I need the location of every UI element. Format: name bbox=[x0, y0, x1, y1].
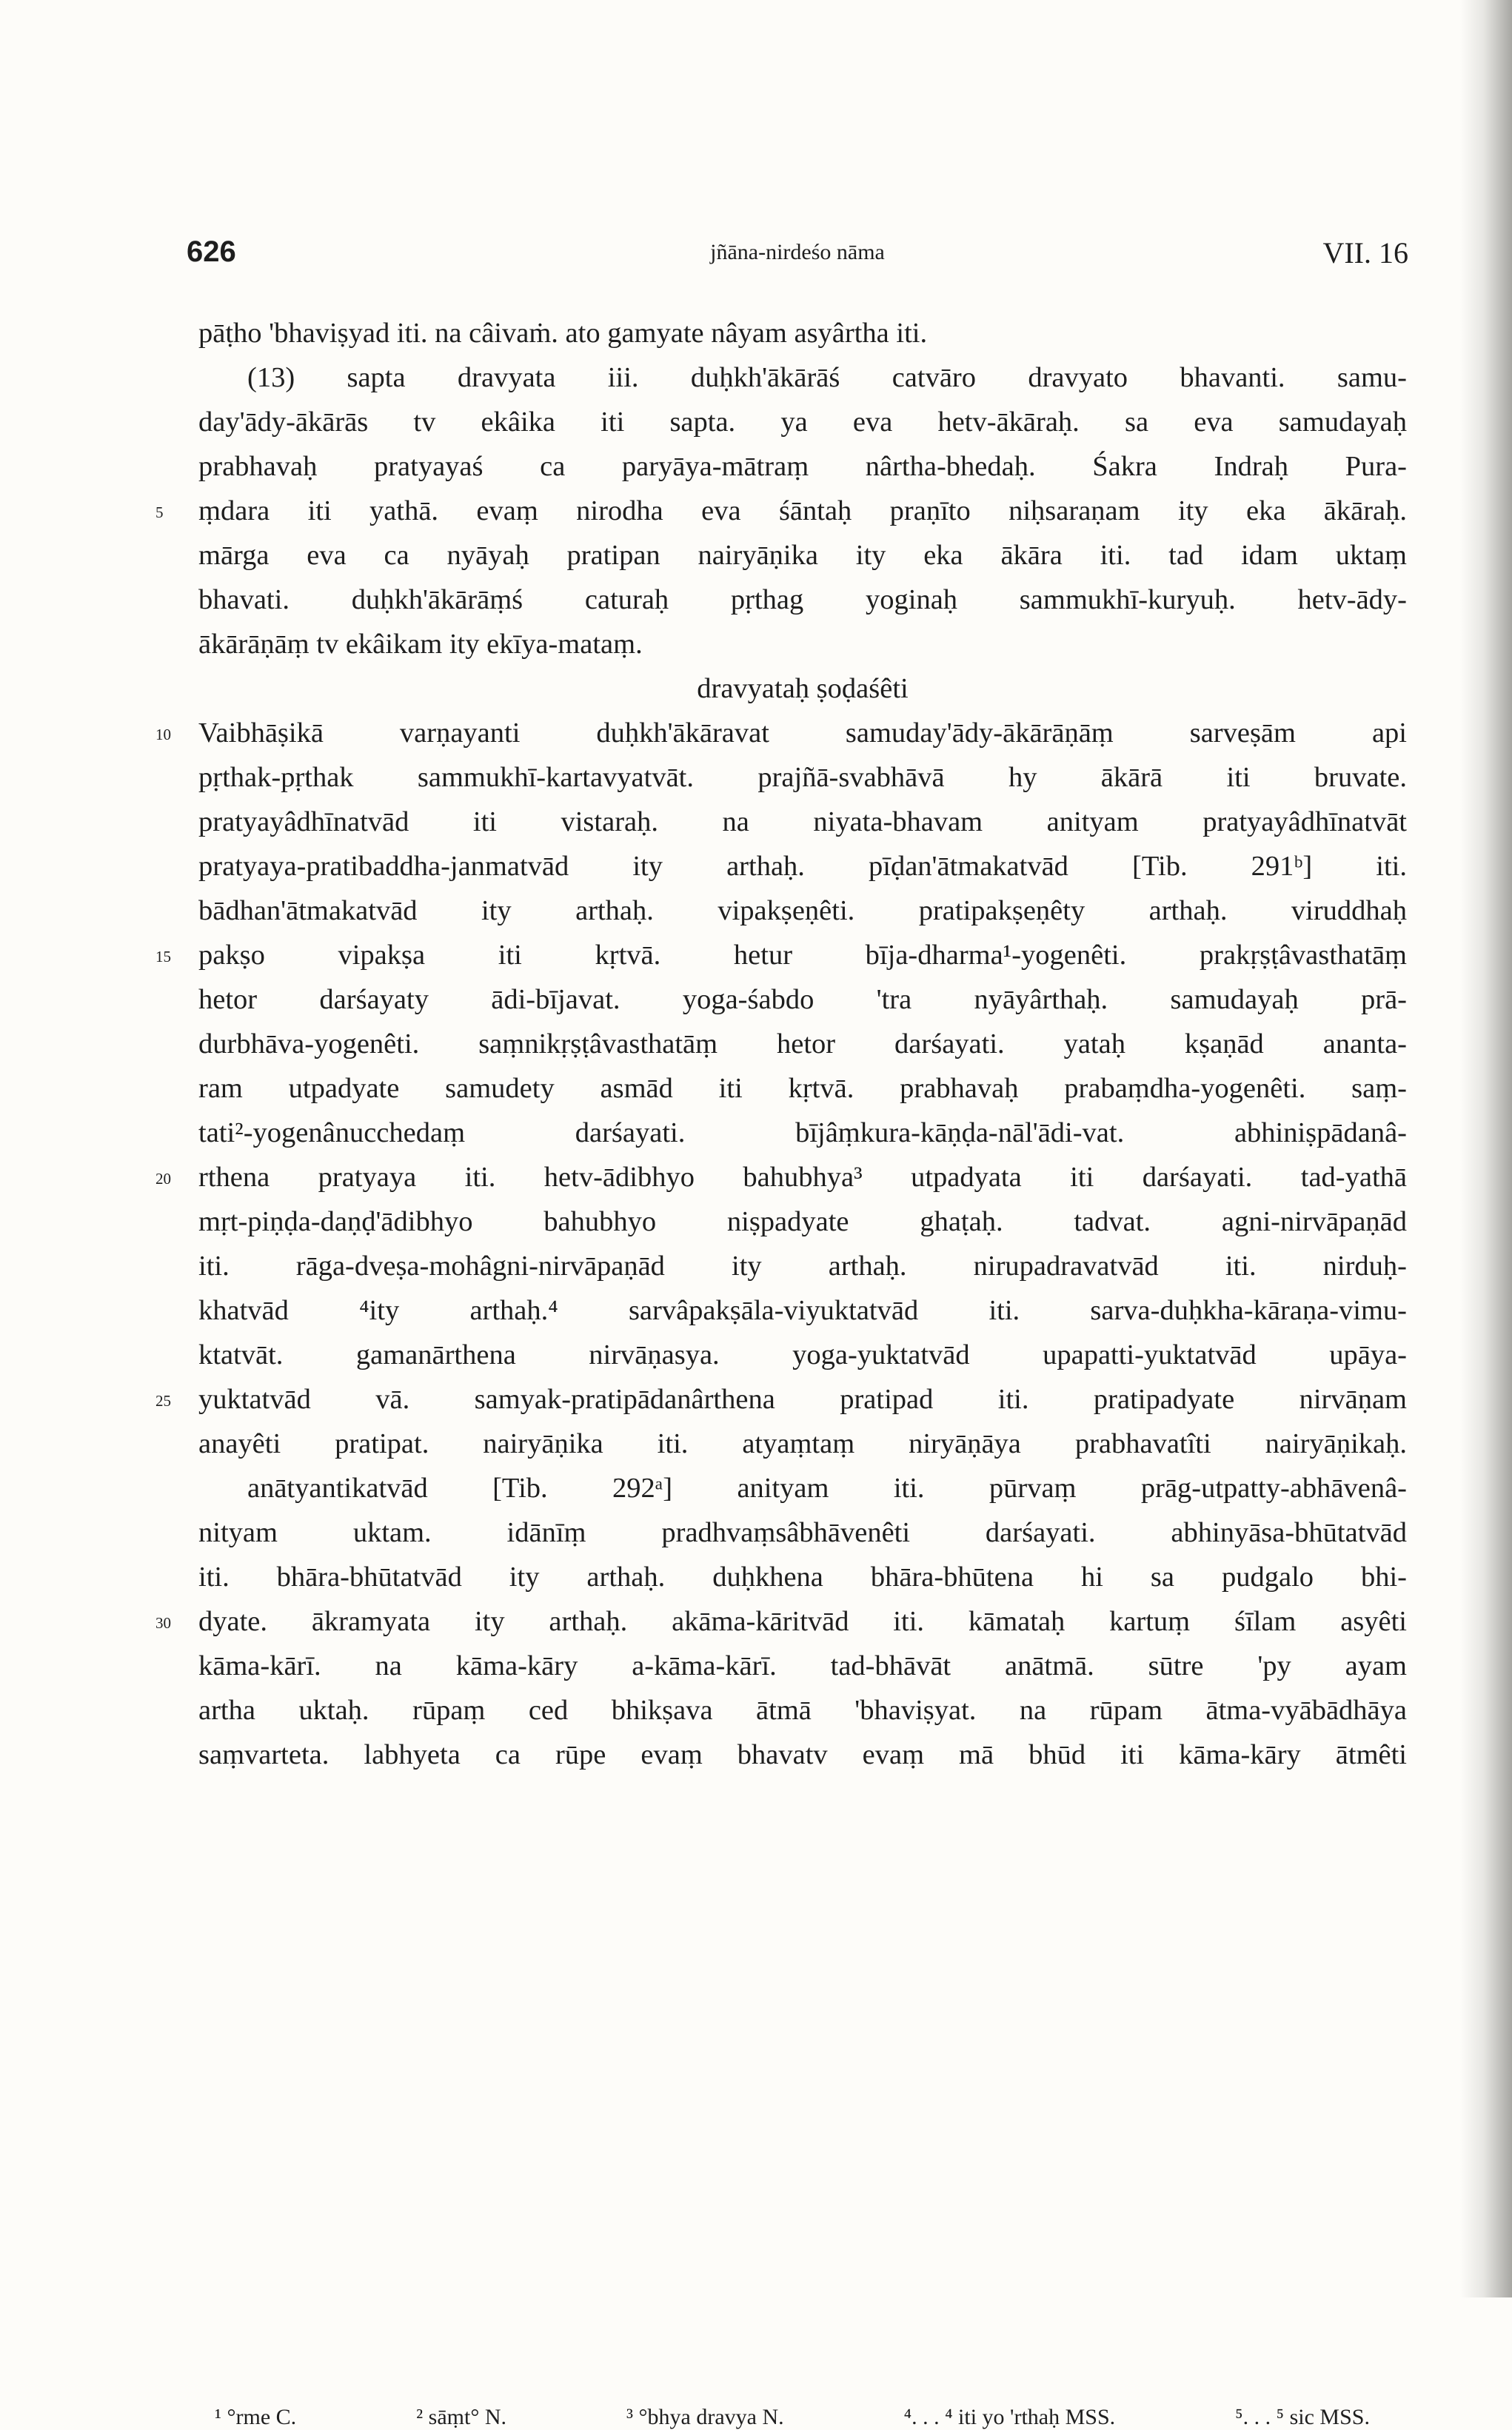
text-line bbox=[155, 1599, 1407, 1644]
main-text bbox=[155, 311, 1407, 1777]
line-text: pṛthak-pṛthak sammukhī-kartavyatvāt. prajñā-svabhāvā hy ākārā iti bruvate. bbox=[198, 762, 1407, 793]
line-text: tati²-yogenânucchedaṃ darśayati. bījâṃkura-kāṇḍa-nāl'ādi-vat. abhiniṣpādanâ- bbox=[198, 1117, 1407, 1148]
line-number: 10 bbox=[155, 726, 171, 743]
line-text: khatvād ⁴ity arthaḥ.⁴ sarvâpakṣāla-viyuktatvād iti. sarva-duḥkha-kāraṇa-vimu- bbox=[198, 1295, 1407, 1326]
text-line bbox=[155, 1377, 1407, 1422]
text-line bbox=[198, 311, 1407, 355]
line-text: anātyantikatvād [Tib. 292ᵃ] anityam iti. pūrvaṃ prāg-utpatty-abhāvenâ- bbox=[247, 1473, 1407, 1504]
line-text: pratyayâdhīnatvād iti vistaraḥ. na niyata-bhavam anityam pratyayâdhīnatvāt bbox=[198, 806, 1407, 837]
text-line bbox=[198, 1244, 1407, 1288]
text-line bbox=[198, 888, 1407, 933]
text-line bbox=[198, 578, 1407, 622]
footnotes bbox=[215, 2405, 1370, 2430]
line-text: iti. bhāra-bhūtatvād ity arthaḥ. duḥkhena bhāra-bhūtena hi sa pudgalo bhi- bbox=[198, 1562, 1407, 1593]
text-line bbox=[198, 1688, 1407, 1733]
text-line bbox=[198, 1510, 1407, 1555]
text-line bbox=[155, 1155, 1407, 1199]
line-text: (13) sapta dravyata iii. duḥkh'ākārāś catvāro dravyato bhavanti. samu- bbox=[247, 362, 1407, 393]
text-line bbox=[198, 1733, 1407, 1777]
line-text: nityam uktam. idānīṃ pradhvaṃsâbhāvenêti darśayati. abhinyāsa-bhūtatvād bbox=[198, 1517, 1407, 1548]
line-text: kāma-kārī. na kāma-kāry a-kāma-kārī. tad-bhāvāt anātmā. sūtre 'py ayam bbox=[198, 1650, 1407, 1681]
text-line bbox=[198, 355, 1407, 400]
line-text: iti. rāga-dveṣa-mohâgni-nirvāpaṇād ity arthaḥ. nirupadravatvād iti. nirduḥ- bbox=[198, 1251, 1407, 1282]
text-line bbox=[198, 400, 1407, 444]
footnote: ⁴. . . ⁴ iti yo 'rthaḥ MSS. bbox=[903, 2405, 1116, 2429]
page-edge-shadow bbox=[1460, 0, 1512, 2297]
line-number: 30 bbox=[155, 1614, 171, 1632]
text-line bbox=[198, 1199, 1407, 1244]
text-line bbox=[198, 1466, 1407, 1510]
line-text: artha uktaḥ. rūpaṃ ced bhikṣava ātmā 'bhaviṣyat. na rūpam ātma-vyābādhāya bbox=[198, 1695, 1407, 1726]
text-line bbox=[155, 489, 1407, 533]
line-text: rthena pratyaya iti. hetv-ādibhyo bahubhya³ utpadyata iti darśayati. tad-yathā bbox=[198, 1162, 1407, 1193]
line-number: 5 bbox=[155, 503, 164, 521]
footnote: ⁵. . . ⁵ sic MSS. bbox=[1235, 2405, 1370, 2429]
line-text: bādhan'ātmakatvād ity arthaḥ. vipakṣeṇêti. pratipakṣeṇêty arthaḥ. viruddhaḥ bbox=[198, 895, 1407, 926]
line-number: 15 bbox=[155, 948, 171, 965]
text-line bbox=[198, 844, 1407, 888]
text-line bbox=[198, 1288, 1407, 1333]
text-line bbox=[198, 1022, 1407, 1066]
line-text: pāṭho 'bhaviṣyad iti. na câivaṁ. ato gamyate nâyam asyârtha iti. bbox=[198, 318, 928, 349]
text-line bbox=[198, 1066, 1407, 1111]
text-line bbox=[198, 622, 1407, 666]
line-text: mṛt-piṇḍa-daṇḍ'ādibhyo bahubhyo niṣpadyate ghaṭaḥ. tadvat. agni-nirvāpaṇād bbox=[198, 1206, 1407, 1237]
text-line bbox=[198, 444, 1407, 489]
page-header bbox=[187, 235, 1408, 280]
text-line bbox=[198, 800, 1407, 844]
text-line bbox=[198, 533, 1407, 578]
line-text: ākārāṇāṃ tv ekâikam ity ekīya-mataṃ. bbox=[198, 629, 643, 660]
line-text: dravyataḥ ṣoḍaśêti bbox=[697, 673, 909, 704]
footnote: ¹ °rme C. bbox=[215, 2405, 297, 2429]
text-line bbox=[198, 755, 1407, 800]
footnote: ² sāṃt° N. bbox=[416, 2405, 506, 2429]
line-text: pratyaya-pratibaddha-janmatvād ity arthaḥ. pīḍan'ātmakatvād [Tib. 291ᵇ] iti. bbox=[198, 851, 1407, 882]
text-line bbox=[198, 1422, 1407, 1466]
running-title: jñāna-nirdeśo nāma bbox=[710, 240, 885, 264]
line-text: yuktatvād vā. samyak-pratipādanârthena pratipad iti. pratipadyate nirvāṇam bbox=[198, 1384, 1407, 1415]
line-number: 20 bbox=[155, 1170, 171, 1188]
text-line bbox=[198, 1111, 1407, 1155]
line-text: dyate. ākramyata ity arthaḥ. akāma-kāritvād iti. kāmataḥ kartuṃ śīlam asyêti bbox=[198, 1606, 1407, 1637]
text-line bbox=[198, 1555, 1407, 1599]
text-line bbox=[198, 1333, 1407, 1377]
line-text: hetor darśayaty ādi-bījavat. yoga-śabdo 'tra nyāyârthaḥ. samudayaḥ prā- bbox=[198, 984, 1407, 1015]
line-text: mārga eva ca nyāyaḥ pratipan nairyāṇika ity eka ākāra iti. tad idam uktaṃ bbox=[198, 540, 1407, 571]
line-text: prabhavaḥ pratyayaś ca paryāya-mātraṃ nârtha-bhedaḥ. Śakra Indraḥ Pura- bbox=[198, 451, 1407, 482]
line-text: Vaibhāṣikā varṇayanti duḥkh'ākāravat samuday'ādy-ākārāṇāṃ sarveṣām api bbox=[198, 717, 1407, 749]
line-text: durbhāva-yogenêti. saṃnikṛṣṭâvasthatāṃ hetor darśayati. yataḥ kṣaṇād ananta- bbox=[198, 1028, 1407, 1060]
text-line bbox=[155, 711, 1407, 755]
page-number: 626 bbox=[187, 235, 236, 268]
text-line bbox=[198, 666, 1407, 711]
line-text: day'ādy-ākārās tv ekâika iti sapta. ya eva hetv-ākāraḥ. sa eva samudayaḥ bbox=[198, 406, 1407, 438]
footnote: ³ °bhya dravya N. bbox=[626, 2405, 784, 2429]
line-text: anayêti pratipat. nairyāṇika iti. atyaṃtaṃ niryāṇāya prabhavatîti nairyāṇikaḥ. bbox=[198, 1428, 1407, 1459]
line-number: 25 bbox=[155, 1392, 171, 1410]
line-text: ṃdara iti yathā. evaṃ nirodha eva śāntaḥ praṇīto niḥsaraṇam ity eka ākāraḥ. bbox=[198, 495, 1407, 526]
line-text: pakṣo vipakṣa iti kṛtvā. hetur bīja-dharma¹-yogenêti. prakṛṣṭâvasthatāṃ bbox=[198, 940, 1407, 971]
section-reference: VII. 16 bbox=[1322, 236, 1408, 270]
line-text: ktatvāt. gamanārthena nirvāṇasya. yoga-yuktatvād upapatti-yuktatvād upāya- bbox=[198, 1339, 1407, 1370]
line-text: ram utpadyate samudety asmād iti kṛtvā. prabhavaḥ prabaṃdha-yogenêti. saṃ- bbox=[198, 1073, 1407, 1104]
text-line bbox=[198, 1644, 1407, 1688]
line-text: bhavati. duḥkh'ākārāṃś caturaḥ pṛthag yoginaḥ sammukhī-kuryuḥ. hetv-ādy- bbox=[198, 584, 1407, 615]
line-text: saṃvarteta. labhyeta ca rūpe evaṃ bhavatv evaṃ mā bhūd iti kāma-kāry ātmêti bbox=[198, 1739, 1407, 1770]
text-line bbox=[198, 977, 1407, 1022]
text-line bbox=[155, 933, 1407, 977]
